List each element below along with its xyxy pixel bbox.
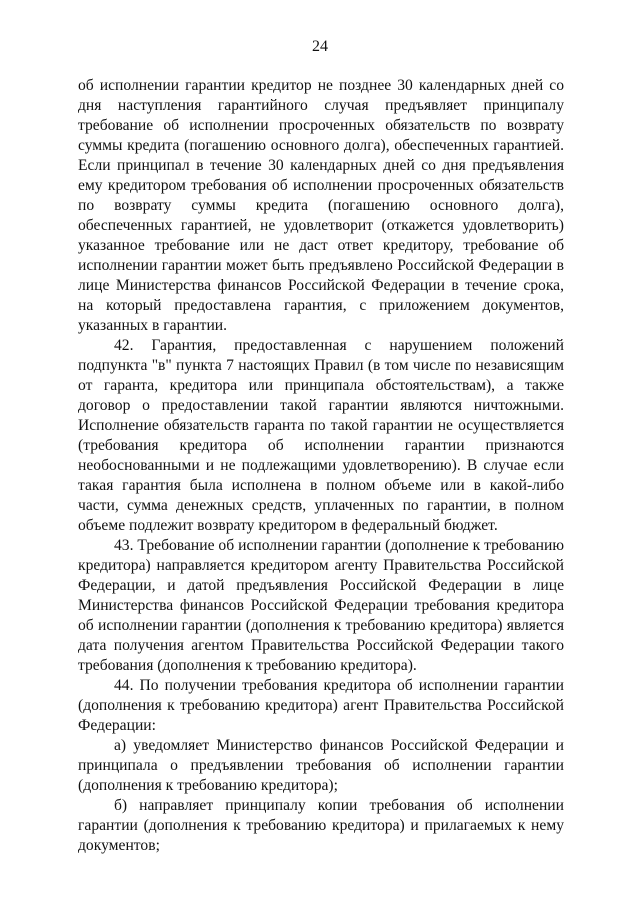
document-body (78, 76, 564, 856)
paragraph-subclause-b: б) направляет принципалу копии требования об исполнении гарантии (дополнения к требованию кредитора) и прилагаемых к нему документов; (78, 797, 564, 854)
paragraph-continuation: об исполнении гарантии кредитор не позднее 30 календарных дней со дня наступления гарантийного случая предъявляет принципалу требование об исполнении просроченных обязательств по возврату суммы кредита (погашению основного долга), обеспеченных гарантией. Если принципал в течение 30 календарных дней со дня предъявления ему кредитором требования об исполнении просроченных обязательств по возврату суммы кредита (погашению основного долга), обеспеченных гарантией, не удовлетворит (откажется удовлетворить) указанное требование или не даст ответ кредитору, требование об исполнении гарантии может быть предъявлено Российской Федерации в лице Министерства финансов Российской Федерации в течение срока, на который предоставлена гарантия, с приложением документов, указанных в гарантии. (78, 77, 564, 334)
page-number: 24 (312, 38, 328, 55)
paragraph-clause-43: 43. Требование об исполнении гарантии (дополнение к требованию кредитора) направляется кредитором агенту Правительства Российской Федерации, и датой предъявления Российской Федерации в лице Министерства финансов Российской Федерации требования кредитора об исполнении гарантии (дополнения к требованию кредитора) является дата получения агентом Правительства Российской Федерации такого требования (дополнения к требованию кредитора). (78, 537, 564, 674)
paragraph-subclause-a: а) уведомляет Министерство финансов Российской Федерации и принципала о предъявлении требования об исполнении гарантии (дополнения к требованию кредитора); (78, 737, 564, 794)
paragraph-clause-42: 42. Гарантия, предоставленная с нарушением положений подпункта "в" пункта 7 настоящих Правил (в том числе по независящим от гаранта, кредитора или принципала обстоятельствам), а также договор о предоставлении такой гарантии являются ничтожными. Исполнение обязательств гаранта по такой гарантии не осуществляется (требования кредитора об исполнении гарантии признаются необоснованными и не подлежащими удовлетворению). В случае если такая гарантия была исполнена в полном объеме или в какой-либо части, сумма денежных средств, уплаченных по гарантии, в полном объеме подлежит возврату кредитором в федеральный бюджет. (78, 337, 564, 534)
paragraph-clause-44: 44. По получении требования кредитора об исполнении гарантии (дополнения к требованию кредитора) агент Правительства Российской Федерации: (78, 677, 564, 734)
